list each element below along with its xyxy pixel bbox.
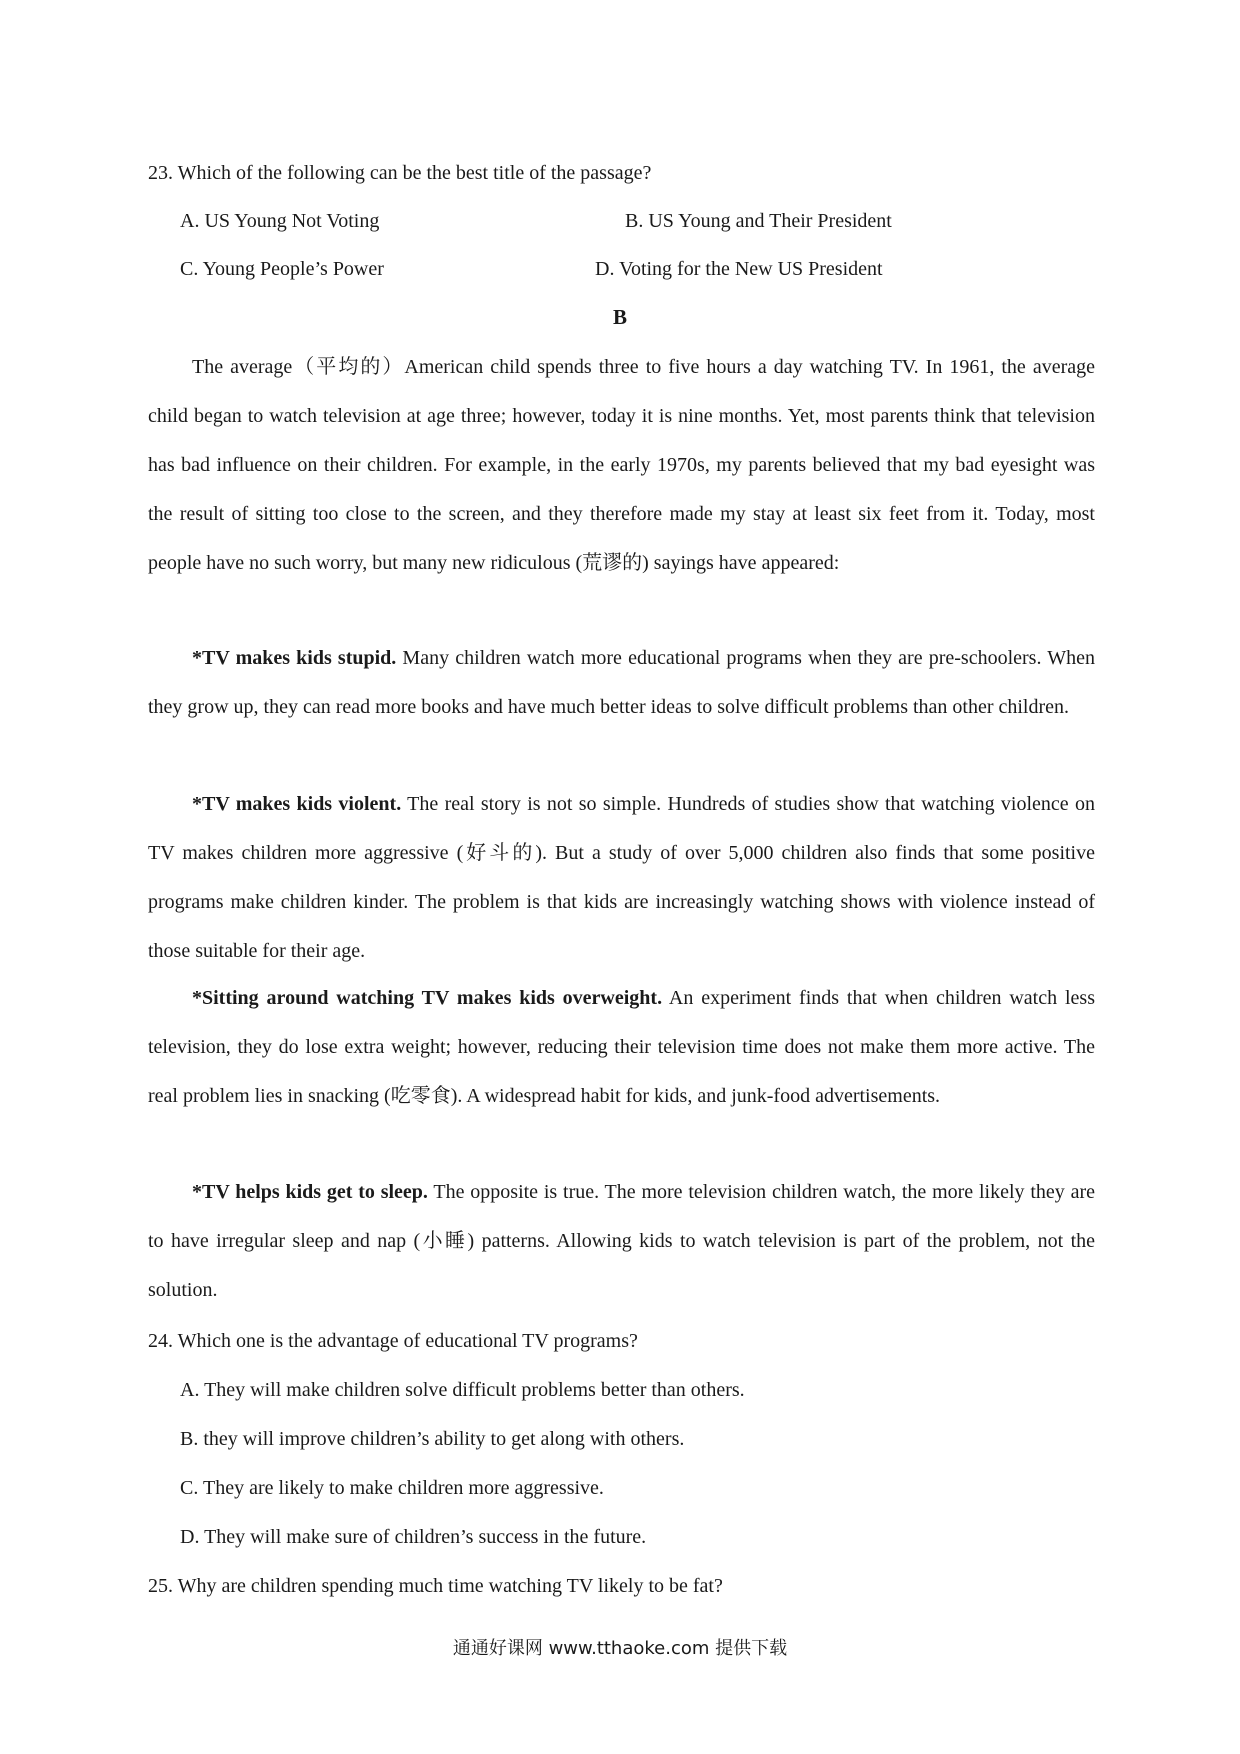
- passage-point-sleep: [148, 1168, 1095, 1315]
- q24-option-c: C. They are likely to make children more aggressive.: [180, 1477, 604, 1499]
- q23-option-c: C. Young People’s Power: [180, 258, 384, 280]
- passage-point-violent: [148, 780, 1095, 976]
- passage-intro: The average（平均的）American child spends three to five hours a day watching TV. In 1961, the average child began to watch television at age three; however, today it is nine months. Yet, most parents think that television has bad influence on their children. For example, in the early 1970s, my parents believed that my bad eyesight was the result of sitting too close to the screen, and they therefore made my stay at least six feet from it. Today, most people have no such worry, but many new ridiculous (荒谬的) sayings have appeared:: [148, 356, 1095, 574]
- q24-option-a: A. They will make children solve difficult problems better than others.: [180, 1379, 745, 1401]
- q25-question: 25. Why are children spending much time watching TV likely to be fat?: [148, 1575, 723, 1597]
- q23-question: 23. Which of the following can be the best title of the passage?: [148, 162, 652, 184]
- passage-point-overweight: [148, 974, 1095, 1121]
- point-body: Many children watch more educational programs when they are pre-schoolers. When they grow up, they can read more books and have much better ideas to solve difficult problems than other children.: [148, 647, 1095, 718]
- q23-option-d: D. Voting for the New US President: [595, 258, 883, 280]
- q24-option-b: B. they will improve children’s ability to get along with others.: [180, 1428, 685, 1450]
- point-heading: *TV makes kids stupid.: [192, 647, 397, 669]
- point-heading: *TV helps kids get to sleep.: [192, 1181, 428, 1203]
- page-footer: 通通好课网 www.tthaoke.com 提供下载: [452, 1638, 788, 1659]
- point-heading: *TV makes kids violent.: [192, 793, 402, 815]
- section-label: B: [612, 305, 627, 329]
- point-heading: *Sitting around watching TV makes kids overweight.: [192, 987, 663, 1009]
- point-body: An experiment finds that when children watch less television, they do lose extra weight; however, reducing their television time does not make them more active. The real problem lies in snacking (吃零食). A widespread habit for kids, and junk-food advertisements.: [148, 987, 1095, 1107]
- q23-option-a: A. US Young Not Voting: [180, 210, 380, 232]
- q24-option-d: D. They will make sure of children’s success in the future.: [180, 1526, 647, 1548]
- q24-question: 24. Which one is the advantage of educational TV programs?: [148, 1330, 638, 1352]
- point-body: The real story is not so simple. Hundreds of studies show that watching violence on TV makes children more aggressive (好斗的). But a study of over 5,000 children also finds that some positive programs make children kinder. The problem is that kids are increasingly watching shows with violence instead of those suitable for their age.: [148, 793, 1095, 962]
- point-body: The opposite is true. The more television children watch, the more likely they are to have irregular sleep and nap (小睡) patterns. Allowing kids to watch television is part of the problem, not the solution.: [148, 1181, 1095, 1301]
- q23-option-b: B. US Young and Their President: [625, 210, 892, 232]
- passage-point-stupid: [148, 634, 1095, 732]
